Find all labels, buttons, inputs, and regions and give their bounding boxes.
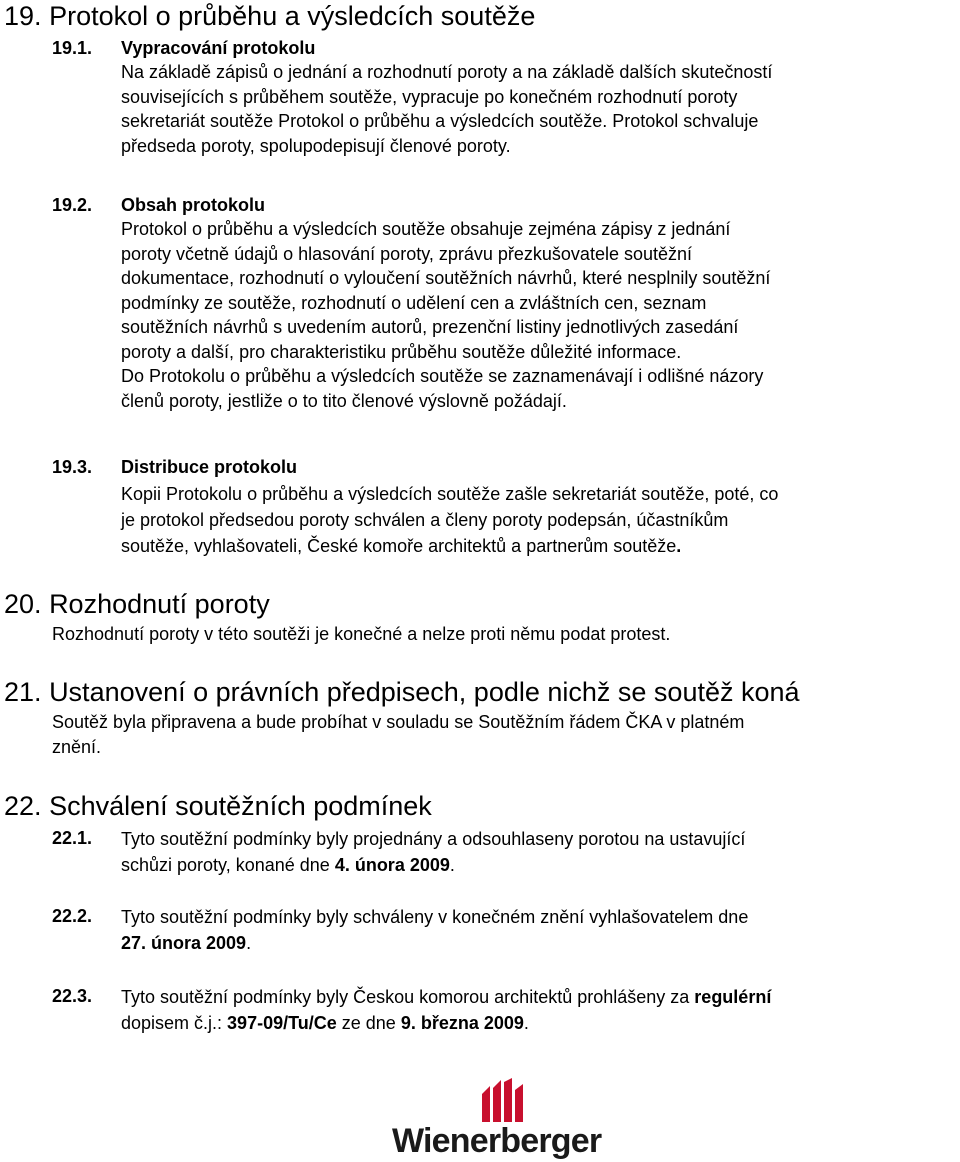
text-line: soutěžních návrhů s uvedením autorů, prezenční listiny jednotlivých zasedání: [121, 317, 739, 337]
text-line: Na základě zápisů o jednání a rozhodnutí poroty a na základě dalších skutečností: [121, 62, 773, 82]
text-fragment: .: [523, 1013, 529, 1033]
date-value: 27. února 2009: [121, 933, 247, 953]
subsection-19-3-title: Distribuce protokolu: [121, 457, 298, 477]
text-fragment: .: [449, 855, 455, 875]
text-fragment: Tyto soutěžní podmínky byly Českou komorou architektů prohlášeny za: [121, 987, 695, 1007]
subsection-19-3-number: 19.3.: [52, 457, 93, 477]
text-line: Protokol o průběhu a výsledcích soutěže obsahuje zejména zápisy z jednání: [121, 219, 731, 239]
text-line: Tyto soutěžní podmínky byly schváleny v konečném znění vyhlašovatelem dne: [121, 907, 749, 927]
subsection-22-1-text: [121, 826, 745, 878]
subsection-19-2-text: [121, 217, 770, 413]
text-line: členů poroty, jestliže o to tito členové výslovně požádají.: [121, 390, 567, 411]
section-19-heading: [4, 0, 535, 32]
section-21-number: 21.: [4, 677, 42, 707]
text-line: souvisejících s průběhem soutěže, vypracuje po konečném rozhodnutí poroty: [121, 86, 738, 107]
text-fragment: soutěže, vyhlašovateli, České komoře architektů a partnerům soutěže: [121, 536, 677, 556]
section-19-number: 19.: [4, 1, 42, 31]
date-value: 9. března 2009: [400, 1013, 524, 1033]
text-line: předseda poroty, spolupodepisují členové poroty.: [121, 135, 511, 156]
text-line: dokumentace, rozhodnutí o vyloučení soutěžních návrhů, které nesplnily soutěžní: [121, 268, 771, 288]
logo-text: Wienerberger: [392, 1122, 602, 1160]
section-20-number: 20.: [4, 589, 42, 619]
section-22-number: 22.: [4, 791, 42, 821]
text-line: [121, 984, 771, 1010]
subsection-19-2-number: 19.2.: [52, 195, 93, 215]
subsection-19-1-number: 19.1.: [52, 38, 93, 58]
text-line: Soutěž byla připravena a bude probíhat v souladu se Soutěžním řádem ČKA v platném: [52, 712, 745, 732]
subsection-19-1-text: [121, 60, 772, 158]
text-line: je protokol předsedou poroty schválen a členy poroty podepsán, účastníkům: [121, 510, 729, 530]
text-fragment: .: [246, 933, 252, 953]
subsection-19-3-text: [121, 481, 778, 559]
subsection-22-1-number: 22.1.: [52, 828, 93, 848]
section-19-title: Protokol o průběhu a výsledcích soutěže: [49, 1, 536, 31]
section-22-heading: [4, 790, 432, 822]
text-line: Kopii Protokolu o průběhu a výsledcích soutěže zašle sekretariát soutěže, poté, co: [121, 484, 779, 504]
text-fragment: ze dne: [336, 1013, 401, 1033]
text-fragment: dopisem č.j.:: [121, 1013, 228, 1033]
date-value: 4. února 2009: [334, 855, 450, 875]
text-line: [121, 852, 745, 878]
section-22-title: Schválení soutěžních podmínek: [49, 791, 432, 821]
text-line: Do Protokolu o průběhu a výsledcích soutěže se zaznamenávají i odlišné názory: [121, 366, 764, 386]
text-line: sekretariát soutěže Protokol o průběhu a výsledcích soutěže. Protokol schvaluje: [121, 111, 759, 131]
text-line: podmínky ze soutěže, rozhodnutí o udělení cen a zvláštních cen, seznam: [121, 292, 707, 313]
text-line: [121, 1010, 771, 1036]
text-line: poroty včetně údajů o hlasování poroty, zprávu přezkušovatele soutěžní: [121, 243, 693, 264]
subsection-22-3-number: 22.3.: [52, 986, 93, 1006]
section-20-title: Rozhodnutí poroty: [49, 589, 270, 619]
text-fragment-bold: regulérní: [694, 987, 772, 1007]
section-21-heading: [4, 676, 800, 708]
text-line: [121, 533, 778, 559]
text-line: [121, 930, 748, 956]
text-line: Tyto soutěžní podmínky byly projednány a odsouhlaseny porotou na ustavující: [121, 829, 746, 849]
text-fragment: .: [676, 536, 682, 556]
subsection-22-3-text: [121, 984, 771, 1036]
reference-number: 397-09/Tu/Ce: [227, 1013, 337, 1033]
section-21-text: [52, 710, 744, 759]
section-20-text: Rozhodnutí poroty v této soutěži je konečné a nelze proti němu podat protest.: [52, 624, 671, 644]
subsection-19-2-title: Obsah protokolu: [121, 195, 265, 215]
text-line: poroty a další, pro charakteristiku průběhu soutěže důležité informace.: [121, 341, 682, 362]
subsection-22-2-text: [121, 904, 748, 956]
subsection-22-2-number: 22.2.: [52, 906, 93, 926]
section-21-title: Ustanovení o právních předpisech, podle nichž se soutěž koná: [49, 677, 800, 707]
logo-bars-icon: [482, 1078, 523, 1122]
subsection-19-1-title: Vypracování protokolu: [121, 38, 316, 58]
text-line: znění.: [52, 736, 102, 757]
text-fragment: schůzi poroty, konané dne: [121, 855, 335, 875]
section-20-heading: [4, 588, 270, 620]
